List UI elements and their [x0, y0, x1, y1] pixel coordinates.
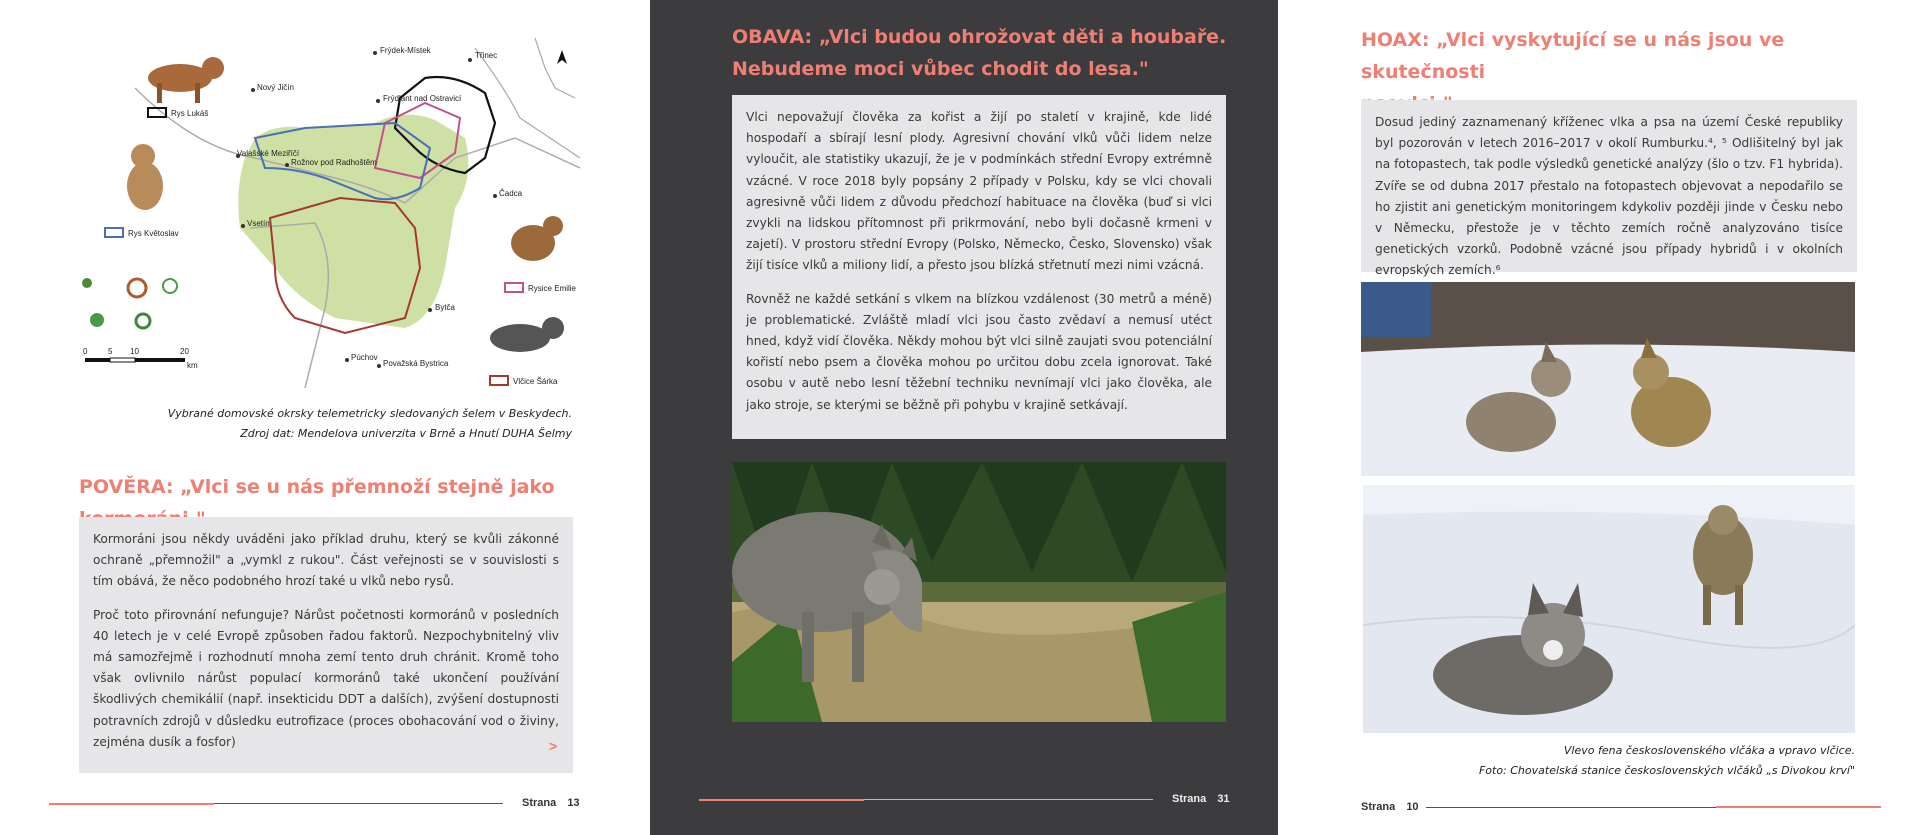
right-page: [1278, 0, 1914, 835]
page-number-value: 31: [1217, 793, 1230, 805]
legend-label: Rysice Emilie: [528, 284, 577, 293]
wolf-sarka-illustration: [490, 317, 564, 352]
svg-text:km: km: [187, 361, 198, 370]
map-graphic: [75, 28, 580, 398]
wolfdog-and-wolf-snow-photo: [1363, 485, 1855, 733]
page-number: [1361, 801, 1419, 813]
svg-text:10: 10: [130, 347, 139, 356]
map-caption-line1: Vybrané domovské okrsky telemetricky sledovaných šelem v Beskydech.: [167, 407, 572, 420]
wolfdog-pair-sitting-photo: [1361, 282, 1855, 476]
map-caption-line2: Zdroj dat: Mendelova univerzita v Brně a Hnutí DUHA Šelmy: [240, 427, 572, 440]
footer-line: [1426, 807, 1716, 808]
photo-caption-line2: Foto: Chovatelská stanice československých vlčáků „s Divokou krví": [1478, 764, 1855, 777]
section-heading-povera: POVĚRA: „Vlci se u nás přemnoží stejně jako: [79, 476, 555, 498]
left-page: [0, 0, 650, 835]
heading-line1: OBAVA: „Vlci budou ohrožovat děti a houbaře.: [732, 26, 1227, 48]
beskydy-region: [238, 115, 468, 328]
page-label: Strana: [1361, 801, 1396, 813]
legend-label: Rys Lukáš: [171, 109, 209, 118]
page-label: Strana: [522, 797, 557, 809]
place-label: Nový Jičín: [257, 83, 294, 92]
povera-text-box: [79, 517, 573, 773]
hoax-text-box: [1361, 100, 1857, 278]
territory-map: [75, 28, 580, 398]
wolf-forest-photo: [732, 462, 1226, 722]
partner-logos: [82, 278, 177, 328]
obava-text-box: [732, 95, 1226, 439]
middle-page: [650, 0, 1278, 835]
lynx-emilie-illustration: [511, 216, 563, 261]
heading-line2: Nebudeme moci vůbec chodit do lesa.": [732, 58, 1149, 80]
footer-accent-line: [699, 799, 864, 801]
photo-caption: [1361, 741, 1855, 781]
place-label: Vsetín: [247, 219, 270, 228]
paragraph: Rovněž ne každé setkání s vlkem na blízkou vzdálenost (30 metrů a méně) je problematické. Zvláště mladí vlci jsou často zvědaví a nemusí utéct hned, když vidí člověka. Někdy mohou být vlci silně zaujati svou potenciální kořistí nebo psem a člověka mohou po určitou dobu zcela ignorovat. Také osobu v autě nebo lesní těžební techniku nevnímají vlci jako člověka, ale jako stroje, se kterými se běžně při pohybu v krajině setkávají.: [746, 291, 1212, 412]
svg-text:5: 5: [108, 347, 113, 356]
paragraph: Kormoráni jsou někdy uváděni jako příklad druhu, který se kvůli zákonné ochraně „přemnožil" a „vymkl z rukou". Část veřejnosti se v souvislosti s tím obává, že něco podobného hrozí také u vlků nebo rysů.: [93, 532, 559, 589]
heading-line1: HOAX: „Vlci vyskytující se u nás jsou ve skutečnosti: [1361, 29, 1785, 83]
svg-text:0: 0: [83, 347, 88, 356]
place-label: Bytča: [435, 303, 456, 312]
footer-line: [214, 803, 503, 804]
place-label: Rožnov pod Radhoštěm: [291, 158, 377, 167]
paragraph: Dosud jediný zaznamenaný kříženec vlka a psa na území České republiky byl pozorován v letech 2016–2017 v okolí Rumburku.⁴, ⁵ Odlišitelný byl jak na fotopastech, tak podle výsledků genetické analýzy (šlo o tzv. F1 hybrida). Zvíře se od dubna 2017 přestalo na fotopastech objevovat a nepodařilo se ho zjistit ani genetickým monitoringem kdykoliv později jinde v Česku nebo v Německu, přestože je v těchto zemích ročně analyzováno tisíce genetických vzorků. Podobně vzácné jsou případy hybridů i v okolních evropských zemích.⁶: [1375, 115, 1843, 278]
lynx-kvetoslav-illustration: [127, 144, 163, 210]
map-caption: [120, 404, 572, 444]
footer-accent-line: [1716, 806, 1881, 808]
paragraph: Vlci nepovažují člověka za kořist a žijí po staletí v krajině, kde lidé hospodaří a sbírají lesní plody. Agresivní chování vlků vůči lidem nelze vyloučit, ale statistiky ukazují, že je v podmínkách střední Evropy extrémně vzácné. V roce 2018 byly popsány 2 případy v Polsku, kdy se vlci chovali agresivně vůči lidem z důvodu předchozí habituace na člověka (buď si vlci zvykli na lidskou přítomnost při prikrmování, nebo byli dočasně krmeni v zajetí). V prostoru střední Evropy (Polsko, Německo, Česko, Slovensko) však žijí tisíce vlků a miliony lidí, a přesto jsou blízká střetnutí mezi nimi vzácná.: [746, 110, 1212, 273]
place-label: Frýdlant nad Ostravicí: [383, 94, 462, 103]
footer-line: [864, 799, 1153, 800]
lynx-lukas-illustration: [148, 57, 224, 103]
page-number-value: 13: [567, 797, 580, 809]
place-label: Valašské Meziříčí: [237, 149, 300, 158]
svg-text:20: 20: [180, 347, 189, 356]
place-label: Čadca: [499, 189, 523, 198]
page-label: Strana: [1172, 793, 1207, 805]
page-number: [1172, 793, 1230, 805]
page-number-value: 10: [1406, 801, 1419, 813]
place-label: Třinec: [475, 51, 498, 60]
place-label: Púchov: [351, 353, 378, 362]
photo-caption-line1: Vlevo fena československého vlčáka a vpravo vlčice.: [1563, 744, 1855, 757]
continue-arrow-icon[interactable]: >: [549, 738, 558, 754]
page-number: [522, 797, 580, 809]
scale-bar: [83, 347, 198, 370]
north-arrow-icon: [557, 50, 567, 64]
place-label: Považská Bystrica: [383, 359, 449, 368]
paragraph: Proč toto přirovnání nefunguje? Nárůst početnosti kormoránů v posledních 40 letech je v celé Evropě způsoben řadou faktorů. Nezpochybnitelný vliv má samozřejmě i rozhodnutí mnoha zemí tento druh chránit. Kromě toho však ovlivnilo nárůst populací kormoránů také ukončení používání škodlivých chemikálií (např. insekticidu DDT a dalších), zvýšení dostupnosti potravních zdrojů v důsledku eutrofizace (proces obohacování vod o živiny, zejména dusík a fosfor): [93, 607, 559, 749]
section-heading-obava: [732, 21, 1232, 85]
legend-label: Rys Květoslav: [128, 229, 179, 238]
place-label: Frýdek-Místek: [380, 46, 431, 55]
legend-label: Vlčice Šárka: [513, 377, 558, 386]
footer-accent-line: [49, 803, 214, 805]
